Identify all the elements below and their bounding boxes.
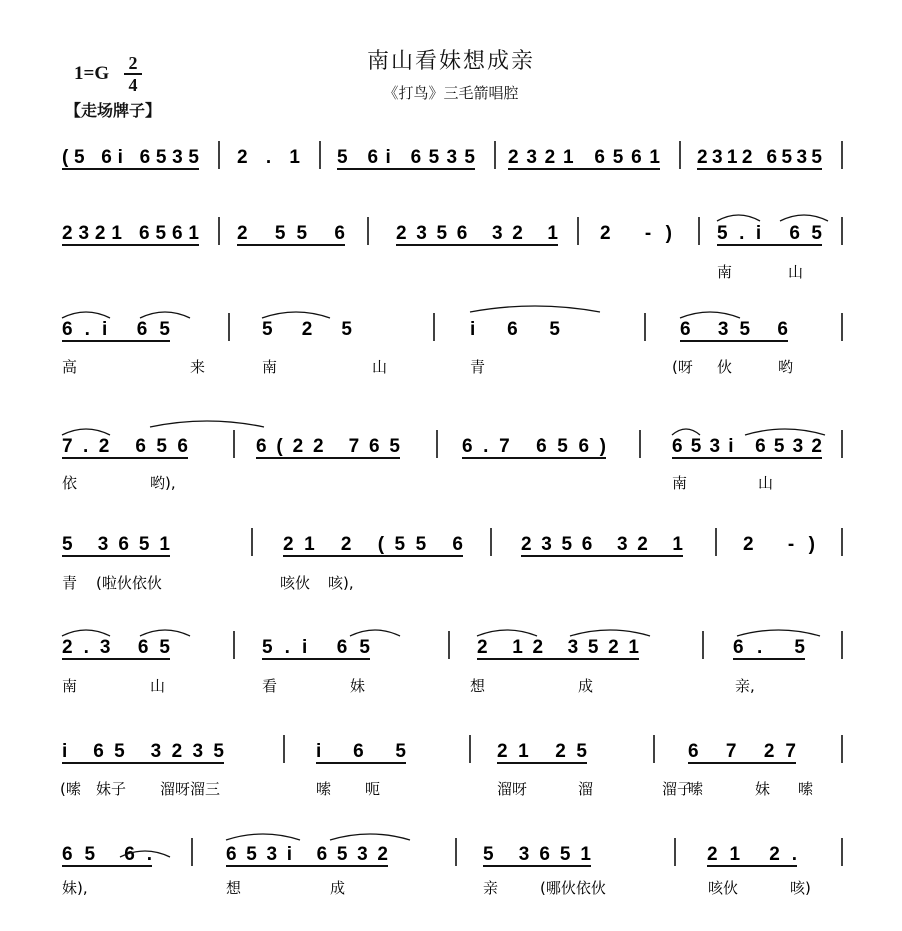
lyric-syllable: 溜子 [662, 780, 693, 798]
lyric-syllable: (啦伙依伙 [96, 574, 162, 592]
lyric-syllable: 呃 [365, 780, 381, 798]
slur-arc [680, 312, 740, 318]
measure-notes: 5 6i 6535 [337, 147, 475, 168]
measure-notes: 6 7 27 [688, 741, 796, 762]
lyric-syllable: 嗦 [798, 780, 814, 798]
lyric-syllable: 南 [672, 474, 688, 492]
measure-notes: 6 35 6 [680, 319, 788, 340]
measure-notes: 2321 6561 [508, 147, 660, 168]
measure-notes: 5.i 65 [717, 223, 822, 244]
measure-notes: 2312 6535 [697, 147, 822, 168]
measure-notes: (5 6i 6535 [62, 147, 199, 168]
lyric-syllable: 高 [62, 358, 78, 376]
measure-notes: 653i 6532 [226, 844, 388, 865]
lyric-syllable: 妹子 [96, 780, 127, 798]
lyric-syllable: 看 [262, 677, 278, 695]
lyric-syllable: 咳伙 [708, 879, 739, 897]
lyric-syllable: 哟), [150, 474, 176, 492]
lyric-syllable: 咳) [790, 879, 811, 897]
tune-name: 【走场牌子】 [65, 101, 162, 120]
measure-notes: 2 55 6 [237, 223, 345, 244]
measure-notes: i 6 5 [470, 319, 560, 340]
measure-notes: 5 3651 [62, 534, 170, 555]
lyric-syllable: 来 [190, 358, 206, 376]
measure-notes: 21 2 (55 6 [283, 534, 463, 555]
lyric-syllable: 妹 [755, 780, 771, 798]
measure-notes: i 65 3235 [62, 741, 224, 762]
measure-notes: 5 3651 [483, 844, 591, 865]
measure-notes: 2 -) [743, 534, 815, 555]
lyric-syllable: 溜呀溜三 [160, 780, 221, 798]
slur-arc [737, 630, 820, 636]
slur-arc [350, 630, 400, 636]
slur-arc [140, 630, 190, 636]
lyric-syllable: 亲, [735, 677, 755, 695]
time-signature-bottom: 4 [128, 75, 138, 95]
measure-notes: 6.7 656) [462, 436, 606, 457]
slur-arc [745, 429, 825, 435]
lyric-syllable: 青 [62, 574, 78, 592]
lyric-syllable: 妹), [62, 879, 88, 897]
lyric-syllable: 溜呀 [497, 780, 528, 798]
slur-arc [570, 630, 650, 636]
measure-notes: 2 -) [600, 223, 672, 244]
slur-arc [62, 630, 110, 636]
measure-notes: 2 12 3521 [477, 637, 639, 658]
measure-notes: 5 2 5 [262, 319, 352, 340]
lyric-syllable: 想 [226, 879, 242, 897]
measure-notes: 7.2 656 [62, 436, 188, 457]
song-title: 南山看妹想成亲 [366, 49, 535, 74]
slur-arc [140, 312, 190, 318]
lyric-syllable: 咳伙 [280, 574, 311, 592]
slur-arc [226, 834, 300, 840]
lyric-syllable: 哟 [778, 358, 794, 376]
slur-arc [780, 215, 828, 221]
slur-arc [717, 215, 760, 221]
lyric-syllable: 南 [262, 358, 278, 376]
slur-arc [477, 630, 537, 636]
lyric-syllable: 山 [372, 358, 388, 376]
lyric-syllable: 山 [758, 474, 774, 492]
measure-notes: 21 2. [707, 844, 797, 865]
measure-notes: 2.3 65 [62, 637, 170, 658]
measure-notes: 6.i 65 [62, 319, 170, 340]
lyric-syllable: 南 [62, 677, 78, 695]
measure-notes: 5.i 65 [262, 637, 370, 658]
measure-notes: 2356 32 1 [396, 223, 558, 244]
measure-notes: i 6 5 [316, 741, 406, 762]
slur-arc [62, 312, 110, 318]
time-signature-top: 2 [128, 53, 138, 73]
slur-arc [470, 306, 600, 312]
lyric-syllable: 山 [150, 677, 166, 695]
lyric-syllable: 依 [62, 474, 78, 492]
song-subtitle: 《打鸟》三毛箭唱腔 [383, 84, 519, 102]
slur-arc [262, 312, 330, 318]
lyric-syllable: 山 [788, 263, 804, 281]
slur-arc [150, 421, 264, 427]
measure-notes: 65 6. [62, 844, 152, 865]
lyric-syllable: 南 [717, 263, 733, 281]
slur-arc [330, 834, 410, 840]
lyric-syllable: 嗦 [316, 780, 332, 798]
measure-notes: 6. 5 [733, 637, 805, 658]
measure-notes: 2321 6561 [62, 223, 199, 244]
lyric-syllable: (呀 [672, 358, 693, 376]
lyric-syllable: 嗦 [688, 780, 704, 798]
lyric-syllable: 成 [578, 677, 594, 695]
lyric-syllable: 伙 [717, 358, 733, 376]
lyric-syllable: 成 [330, 879, 346, 897]
lyric-syllable: 溜 [578, 780, 594, 798]
lyric-syllable: 咳), [328, 574, 354, 592]
key-signature: 1=G [74, 63, 110, 84]
lyric-syllable: (哪伙依伙 [540, 879, 606, 897]
slur-arc [672, 429, 700, 435]
lyric-syllable: 妹 [350, 677, 366, 695]
measure-notes: 653i 6532 [672, 436, 822, 457]
measure-notes: 6(22 765 [256, 436, 400, 457]
measure-notes: 2 . 1 [237, 147, 300, 168]
lyric-syllable: (嗦 [60, 780, 81, 798]
slur-arc [62, 429, 110, 435]
lyric-syllable: 青 [470, 358, 486, 376]
lyric-syllable: 亲 [483, 879, 499, 897]
measure-notes: 21 25 [497, 741, 587, 762]
measure-notes: 2356 32 1 [521, 534, 683, 555]
lyric-syllable: 想 [470, 677, 486, 695]
